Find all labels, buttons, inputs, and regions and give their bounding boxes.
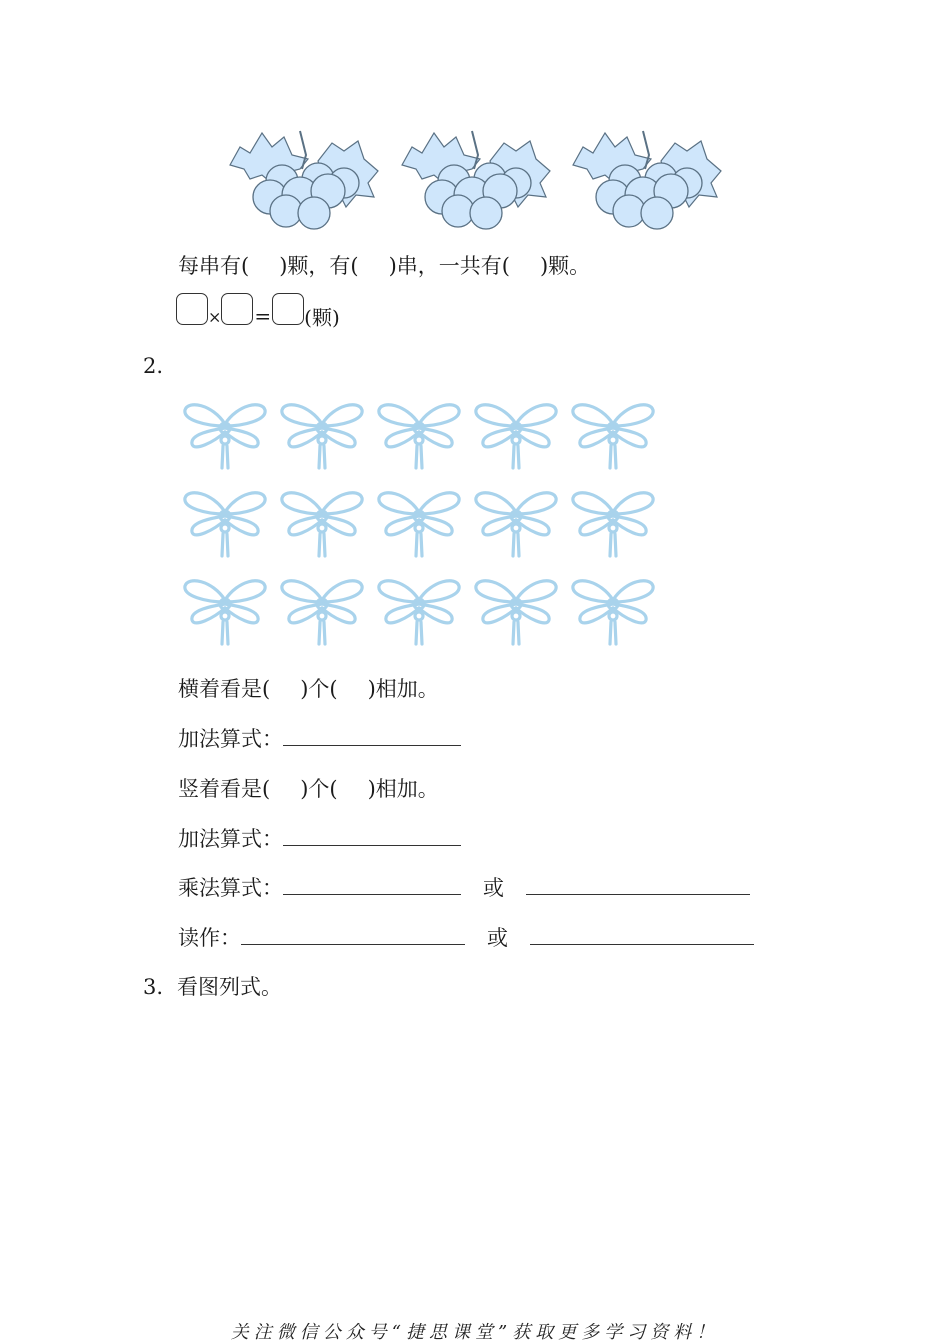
vertical-question xyxy=(178,775,439,803)
chinese-knot-icon xyxy=(279,486,365,560)
problem-3-text: 看图列式。 xyxy=(177,975,283,999)
chinese-knot-icon xyxy=(473,398,559,472)
chinese-knot-icon xyxy=(182,486,268,560)
horizontal-question xyxy=(178,675,439,703)
answer-blank[interactable] xyxy=(283,874,461,895)
multiplication-label: 乘法算式： xyxy=(178,876,283,900)
multiplication-equation xyxy=(176,293,340,331)
grape-bunch-icon xyxy=(222,125,382,230)
chinese-knot-icon xyxy=(182,574,268,648)
addition-label: 加法算式： xyxy=(178,827,283,851)
chinese-knot-icon xyxy=(376,398,462,472)
answer-blank[interactable] xyxy=(241,924,465,945)
answer-box-1[interactable] xyxy=(176,293,208,325)
read-label: 读作： xyxy=(178,926,241,950)
sentence-part: 每串有( xyxy=(178,254,250,278)
problem-2-number: 2. xyxy=(143,354,164,378)
chinese-knot-icon xyxy=(473,574,559,648)
answer-box-3[interactable] xyxy=(272,293,304,325)
sentence-part: )个( xyxy=(300,677,338,701)
chinese-knot-icon xyxy=(473,486,559,560)
addition-line-2 xyxy=(178,825,461,853)
problem-3-heading xyxy=(143,973,282,1001)
or-label: 或 xyxy=(483,876,504,900)
answer-blank[interactable] xyxy=(283,725,461,746)
sentence-part: )个( xyxy=(300,777,338,801)
read-line xyxy=(178,924,754,952)
equals-sign: = xyxy=(254,303,272,328)
multiplication-line xyxy=(178,874,750,902)
chinese-knot-icon xyxy=(279,574,365,648)
grape-bunch-icon xyxy=(565,125,725,230)
unit-label: (颗) xyxy=(304,305,340,330)
chinese-knot-icon xyxy=(570,398,656,472)
sentence-part: )串，一共有( xyxy=(388,254,510,278)
answer-box-2[interactable] xyxy=(221,293,253,325)
sentence-part: )颗。 xyxy=(539,254,591,278)
addition-line-1 xyxy=(178,725,461,753)
answer-blank[interactable] xyxy=(526,874,750,895)
sentence-part: )相加。 xyxy=(367,677,439,701)
sentence-part: )相加。 xyxy=(367,777,439,801)
or-label: 或 xyxy=(487,926,508,950)
times-sign: × xyxy=(208,307,222,327)
grape-bunch-icon xyxy=(394,125,554,230)
grapes-question xyxy=(178,252,590,280)
footer-note: 关注微信公众号“捷思课堂”获取更多学习资料！ xyxy=(230,1322,720,1343)
sentence-part: )颗，有( xyxy=(279,254,359,278)
chinese-knot-icon xyxy=(570,486,656,560)
chinese-knot-icon xyxy=(376,486,462,560)
answer-blank[interactable] xyxy=(530,924,754,945)
answer-blank[interactable] xyxy=(283,825,461,846)
chinese-knot-icon xyxy=(182,398,268,472)
problem-3-number: 3. xyxy=(143,975,164,999)
sentence-part: 竖着看是( xyxy=(178,777,271,801)
sentence-part: 横着看是( xyxy=(178,677,271,701)
addition-label: 加法算式： xyxy=(178,727,283,751)
chinese-knot-icon xyxy=(570,574,656,648)
chinese-knot-icon xyxy=(279,398,365,472)
chinese-knot-icon xyxy=(376,574,462,648)
